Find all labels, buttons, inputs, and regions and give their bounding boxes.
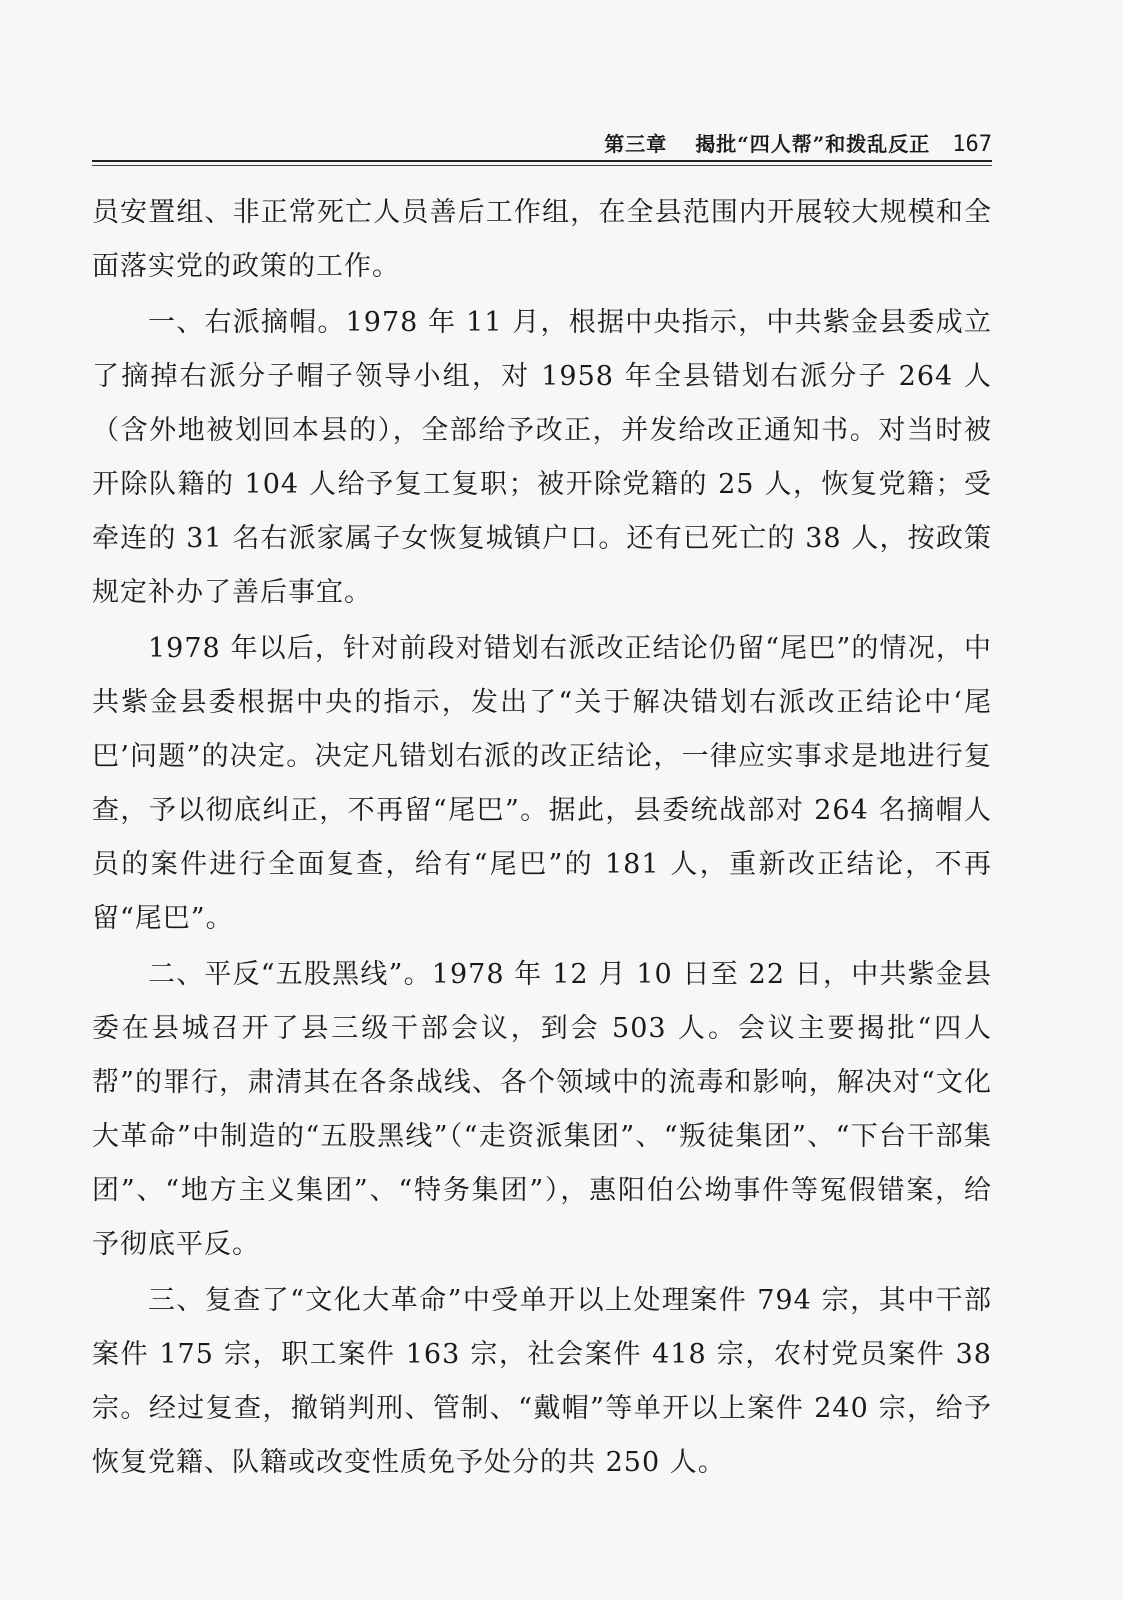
header-rule-thick	[92, 160, 992, 162]
chapter-title: 揭批“四人帮”和拨乱反正	[695, 132, 931, 156]
body-text	[92, 186, 992, 1492]
running-header	[92, 128, 992, 160]
paragraph-rightist-cap-removal: 一、右派摘帽。1978 年 11 月，根据中央指示，中共紫金县委成立了摘掉右派分子帽子领导小组，对 1958 年全县错划右派分子 264 人（含外地被划回本县的），全部给予改正，并发给改正通知书。对当时被开除队籍的 104 人给予复工复职；被开除党籍的 25 人，恢复党籍；受牵连的 31 名右派家属子女恢复城镇户口。还有已死亡的 38 人，按政策规定补办了善后事宜。	[92, 307, 992, 608]
paragraph-tail-issue: 1978 年以后，针对前段对错划右派改正结论仍留“尾巴”的情况，中共紫金县委根据中央的指示，发出了“关于解决错划右派改正结论中‘尾巴’问题”的决定。决定凡错划右派的改正结论，一律应实事求是地进行复查，予以彻底纠正，不再留“尾巴”。据此，县委统战部对 264 名摘帽人员的案件进行全面复查，给有“尾巴”的 181 人，重新改正结论，不再留“尾巴”。	[92, 633, 992, 934]
paragraph-continued: 员安置组、非正常死亡人员善后工作组，在全县范围内开展较大规模和全面落实党的政策的工作。	[92, 197, 992, 282]
header-rule-thin	[92, 165, 992, 166]
paragraph-five-black-lines: 二、平反“五股黑线”。1978 年 12 月 10 日至 22 日，中共紫金县委在县城召开了县三级干部会议，到会 503 人。会议主要揭批“四人帮”的罪行，肃清其在各条战线、各个领域中的流毒和影响，解决对“文化大革命”中制造的“五股黑线”（“走资派集团”、“叛徒集团”、“下台干部集团”、“地方主义集团”、“特务集团”），惠阳伯公坳事件等冤假错案，给予彻底平反。	[92, 959, 992, 1260]
chapter-label: 第三章	[604, 132, 668, 156]
page-number: 167	[952, 132, 992, 157]
paragraph-case-review: 三、复查了“文化大革命”中受单开以上处理案件 794 宗，其中干部案件 175 宗，职工案件 163 宗，社会案件 418 宗，农村党员案件 38 宗。经过复查，撤销判刑、管制、“戴帽”等单开以上案件 240 宗，给予恢复党籍、队籍或改变性质免予处分的共 250 人。	[92, 1285, 992, 1478]
